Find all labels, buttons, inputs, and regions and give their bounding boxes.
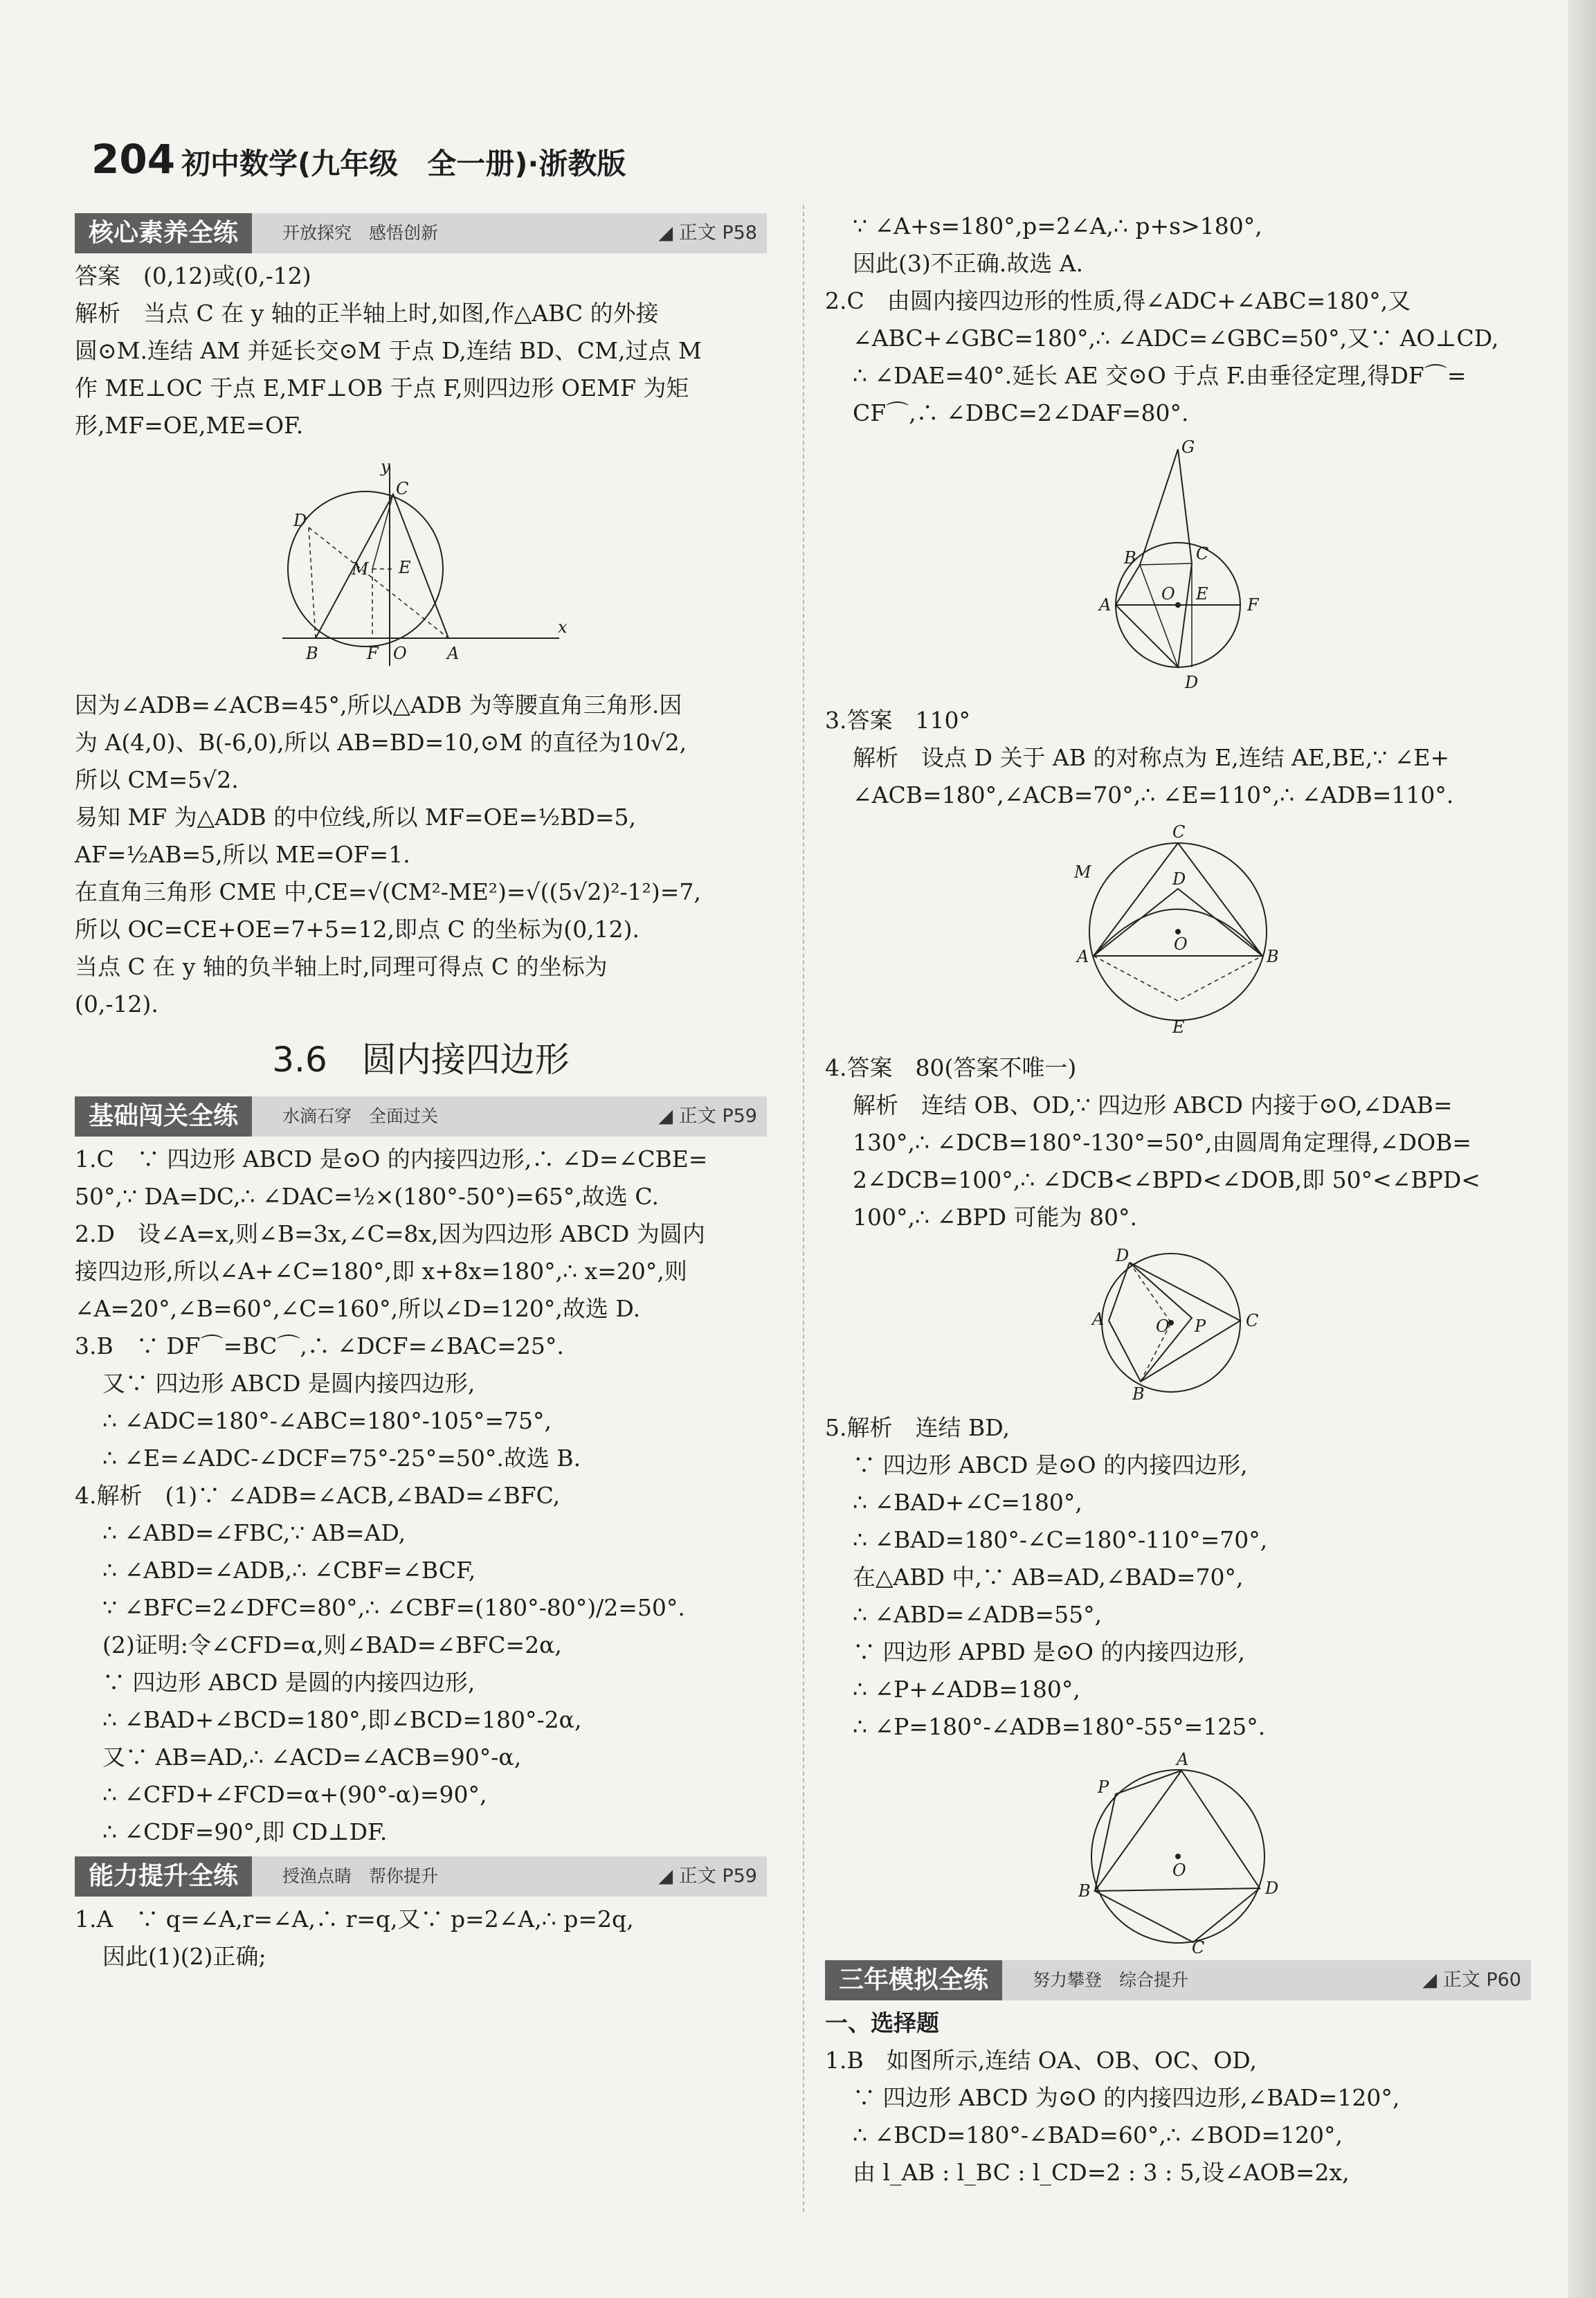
- fig-label: A: [1092, 1310, 1105, 1329]
- fig-label: F: [367, 644, 379, 663]
- text-line: 3.答案 110°: [825, 707, 970, 734]
- text-line: 3.B ∵ DF⌒=BC⌒,∴ ∠DCF=∠BAC=25°.: [75, 1332, 564, 1359]
- fig-label: B: [306, 644, 318, 663]
- fig-label: D: [1172, 869, 1186, 889]
- fig-label: M: [1074, 862, 1091, 882]
- text-line: 易知 MF 为△ADB 的中位线,所以 MF=OE=½BD=5,: [75, 804, 637, 831]
- fig-label: P: [1098, 1777, 1109, 1797]
- text-line: ∴ ∠P=180°-∠ADB=180°-55°=125°.: [853, 1713, 1266, 1740]
- text-line: 答案 (0,12)或(0,-12): [75, 262, 311, 289]
- text-line: ∴ ∠DAE=40°.延长 AE 交⊙O 于点 F.由垂径定理,得DF⌒=: [853, 362, 1467, 389]
- banner-ref: ◢ 正文 P58: [658, 222, 757, 244]
- book-title: 初中数学(九年级 全一册)·浙教版: [181, 147, 626, 181]
- figure-q3: [1053, 821, 1303, 1042]
- text-line: ∴ ∠CFD+∠FCD=α+(90°-α)=90°,: [102, 1781, 487, 1808]
- text-line: 在直角三角形 CME 中,CE=√(CM²-ME²)=√((5√2)²-1²)=7,: [75, 878, 701, 905]
- text-line: ∵ 四边形 APBD 是⊙O 的内接四边形,: [853, 1638, 1245, 1665]
- fig-label: O: [393, 644, 407, 663]
- fig-label: E: [1196, 584, 1208, 604]
- text-line: 1.C ∵ 四边形 ABCD 是⊙O 的内接四边形,∴ ∠D=∠CBE=: [75, 1146, 708, 1173]
- fig-label: O: [1161, 584, 1175, 604]
- section-banner-core: [75, 213, 767, 253]
- figure-q2: [1074, 439, 1282, 695]
- banner-ref: ◢ 正文 P60: [1422, 1969, 1521, 1991]
- text-line: 又∵ 四边形 ABCD 是圆内接四边形,: [102, 1370, 475, 1397]
- text-line: CF⌒,∴ ∠DBC=2∠DAF=80°.: [853, 399, 1189, 426]
- fig-label: A: [1077, 947, 1089, 966]
- figure-circle-axes: [269, 451, 573, 680]
- column-divider: [803, 205, 804, 2212]
- text-line: 解析 当点 C 在 y 轴的正半轴上时,如图,作△ABC 的外接: [75, 300, 659, 327]
- text-line: 因此(3)不正确.故选 A.: [853, 250, 1084, 277]
- text-line: 因此(1)(2)正确;: [102, 1943, 266, 1970]
- fig-label: C: [1172, 822, 1186, 842]
- text-line: 所以 CM=5√2.: [75, 766, 239, 793]
- text-line: 在△ABD 中,∵ AB=AD,∠BAD=70°,: [853, 1564, 1244, 1591]
- text-line: ∴ ∠ABD=∠FBC,∵ AB=AD,: [102, 1519, 406, 1546]
- fig-label: B: [1124, 548, 1136, 568]
- section-banner-three-year: [825, 1960, 1531, 2000]
- left-column: [75, 208, 767, 1975]
- banner-slogan: 授渔点睛 帮你提升: [282, 1866, 439, 1886]
- text-line: 形,MF=OE,ME=OF.: [75, 412, 304, 439]
- text-line: ∴ ∠BAD+∠BCD=180°,即∠BCD=180°-2α,: [102, 1706, 582, 1733]
- text-line: ∵ 四边形 ABCD 是圆的内接四边形,: [102, 1669, 475, 1696]
- fig-label: O: [1156, 1317, 1170, 1336]
- fig-label: E: [1172, 1017, 1185, 1037]
- fig-label: D: [1185, 673, 1199, 692]
- text-line: ∴ ∠ADC=180°-∠ABC=180°-105°=75°,: [102, 1407, 552, 1434]
- banner-ref: ◢ 正文 P59: [658, 1105, 757, 1127]
- banner-slogan: 开放探究 感悟创新: [282, 223, 439, 243]
- text-line: ∴ ∠ABD=∠ADB,∴ ∠CBF=∠BCF,: [102, 1557, 476, 1584]
- right-column: [825, 208, 1531, 2191]
- section-title: 3.6 圆内接四边形: [272, 1040, 570, 1080]
- text-line: 接四边形,所以∠A+∠C=180°,即 x+8x=180°,∴ x=20°,则: [75, 1258, 687, 1285]
- text-line: 又∵ AB=AD,∴ ∠ACD=∠ACB=90°-α,: [102, 1744, 522, 1771]
- page-number: 204: [91, 136, 176, 183]
- text-line: 100°,∴ ∠BPD 可能为 80°.: [853, 1204, 1137, 1231]
- banner-ref: ◢ 正文 P59: [658, 1865, 757, 1887]
- text-line: ∠ACB=180°,∠ACB=70°,∴ ∠E=110°,∴ ∠ADB=110°.: [853, 781, 1454, 808]
- section-banner-ability: [75, 1856, 767, 1897]
- text-line: 当点 C 在 y 轴的负半轴上时,同理可得点 C 的坐标为: [75, 953, 608, 980]
- text-line: 130°,∴ ∠DCB=180°-130°=50°,由圆周角定理得,∠DOB=: [853, 1129, 1472, 1156]
- text-line: ∴ ∠CDF=90°,即 CD⊥DF.: [102, 1818, 388, 1845]
- text-line: AF=½AB=5,所以 ME=OF=1.: [75, 841, 410, 868]
- fig-label: B: [1267, 947, 1279, 966]
- figure-q5: [1067, 1753, 1289, 1953]
- text-line: ∴ ∠BAD+∠C=180°,: [853, 1489, 1082, 1516]
- text-line: ∴ ∠E=∠ADC-∠DCF=75°-25°=50°.故选 B.: [102, 1445, 581, 1472]
- text-line: ∵ 四边形 ABCD 为⊙O 的内接四边形,∠BAD=120°,: [853, 2084, 1400, 2111]
- text-line: ∠ABC+∠GBC=180°,∴ ∠ADC=∠GBC=50°,又∵ AO⊥CD,: [853, 325, 1499, 352]
- banner-title: 核心素养全练: [75, 213, 252, 253]
- page-edge: [1568, 0, 1596, 2298]
- section-banner-basic: [75, 1096, 767, 1137]
- text-line: 4.解析 (1)∵ ∠ADB=∠ACB,∠BAD=∠BFC,: [75, 1482, 561, 1509]
- text-line: 50°,∵ DA=DC,∴ ∠DAC=½×(180°-50°)=65°,故选 C.: [75, 1183, 659, 1210]
- text-line: 5.解析 连结 BD,: [825, 1414, 1010, 1441]
- fig-label: C: [396, 479, 409, 498]
- text-line: 为 A(4,0)、B(-6,0),所以 AB=BD=10,⊙M 的直径为10√2,: [75, 729, 687, 756]
- text-line: 1.B 如图所示,连结 OA、OB、OC、OD,: [825, 2047, 1258, 2074]
- fig-label: D: [293, 511, 307, 530]
- fig-label: x: [558, 617, 568, 637]
- fig-label: D: [1116, 1246, 1130, 1265]
- fig-label: G: [1181, 439, 1195, 457]
- text-line: ∴ ∠ABD=∠ADB=55°,: [853, 1601, 1103, 1628]
- text-line: 2.C 由圆内接四边形的性质,得∠ADC+∠ABC=180°,又: [825, 287, 1411, 314]
- text-line: (2)证明:令∠CFD=α,则∠BAD=∠BFC=2α,: [102, 1631, 562, 1658]
- fig-label: M: [352, 559, 369, 579]
- text-line: ∵ 四边形 ABCD 是⊙O 的内接四边形,: [853, 1451, 1248, 1478]
- fig-label: O: [1172, 1861, 1186, 1880]
- text-line: ∵ ∠BFC=2∠DFC=80°,∴ ∠CBF=(180°-80°)/2=50°.: [102, 1594, 685, 1621]
- text-line: 解析 设点 D 关于 AB 的对称点为 E,连结 AE,BE,∵ ∠E+: [853, 744, 1450, 771]
- figure-q4: [1074, 1243, 1282, 1402]
- text-line: 解析 连结 OB、OD,∵ 四边形 ABCD 内接于⊙O,∠DAB=: [853, 1092, 1453, 1119]
- fig-label: F: [1247, 595, 1259, 615]
- fig-label: C: [1196, 544, 1209, 563]
- fig-label: A: [1099, 595, 1112, 615]
- text-line: 1.A ∵ q=∠A,r=∠A,∴ r=q,又∵ p=2∠A,∴ p=2q,: [75, 1906, 634, 1933]
- fig-label: D: [1265, 1879, 1279, 1898]
- banner-title: 基础闯关全练: [75, 1096, 252, 1137]
- text-line: ∵ ∠A+s=180°,p=2∠A,∴ p+s>180°,: [853, 212, 1262, 239]
- fig-label: E: [399, 558, 411, 577]
- subheading: 一、选择题: [825, 2009, 939, 2036]
- fig-label: B: [1132, 1384, 1145, 1402]
- banner-title: 能力提升全练: [75, 1856, 252, 1897]
- text-line: ∴ ∠BCD=180°-∠BAD=60°,∴ ∠BOD=120°,: [853, 2121, 1343, 2148]
- fig-label: B: [1078, 1881, 1091, 1901]
- banner-title: 三年模拟全练: [825, 1960, 1002, 2000]
- text-line: 作 ME⊥OC 于点 E,MF⊥OB 于点 F,则四边形 OEMF 为矩: [75, 374, 689, 401]
- text-line: 圆⊙M.连结 AM 并延长交⊙M 于点 D,连结 BD、CM,过点 M: [75, 337, 702, 364]
- fig-label: y: [381, 457, 390, 476]
- fig-label: O: [1174, 934, 1188, 954]
- text-line: 4.答案 80(答案不唯一): [825, 1054, 1077, 1081]
- fig-label: A: [1177, 1753, 1189, 1769]
- banner-slogan: 努力攀登 综合提升: [1033, 1970, 1189, 1990]
- text-line: 所以 OC=CE+OE=7+5=12,即点 C 的坐标为(0,12).: [75, 916, 640, 943]
- text-line: 2.D 设∠A=x,则∠B=3x,∠C=8x,因为四边形 ABCD 为圆内: [75, 1220, 705, 1247]
- fig-label: C: [1246, 1311, 1259, 1330]
- text-line: ∴ ∠P+∠ADB=180°,: [853, 1676, 1080, 1703]
- text-line: 2∠DCB=100°,∴ ∠DCB<∠BPD<∠DOB,即 50°<∠BPD<: [853, 1166, 1480, 1193]
- banner-slogan: 水滴石穿 全面过关: [282, 1106, 439, 1126]
- text-line: 由 l_AB : l_BC : l_CD=2 : 3 : 5,设∠AOB=2x,: [853, 2159, 1350, 2186]
- text-line: ∠A=20°,∠B=60°,∠C=160°,所以∠D=120°,故选 D.: [75, 1295, 641, 1322]
- fig-label: A: [447, 644, 460, 663]
- text-line: 因为∠ADB=∠ACB=45°,所以△ADB 为等腰直角三角形.因: [75, 691, 682, 718]
- text-line: ∴ ∠BAD=180°-∠C=180°-110°=70°,: [853, 1526, 1268, 1553]
- text-line: (0,-12).: [75, 990, 158, 1017]
- fig-label: C: [1192, 1938, 1205, 1953]
- fig-label: P: [1195, 1317, 1206, 1336]
